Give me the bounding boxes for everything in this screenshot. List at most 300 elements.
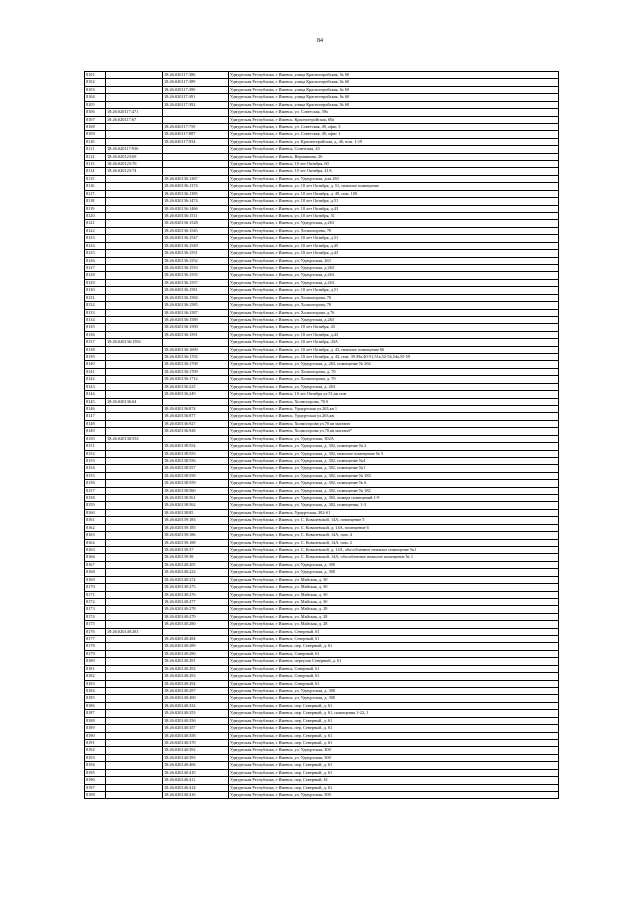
land-cadastral-number-cell <box>106 79 163 86</box>
row-number-cell: 8195 <box>85 769 106 776</box>
address-cell: Удмуртская Республика, г Ижевск, пер. Северный, д. 61 <box>229 702 559 709</box>
row-number-cell: 8139 <box>85 354 106 361</box>
table-row <box>85 621 559 628</box>
row-number-cell: 8150 <box>85 435 106 442</box>
table-row <box>85 413 559 420</box>
building-cadastral-number-cell: 18:26:020136:1474 <box>163 198 229 205</box>
address-cell: Удмуртская Республика, г Ижевск, ул. Холмогорова, д.76 <box>229 309 559 316</box>
row-number-cell: 8177 <box>85 636 106 643</box>
building-cadastral-number-cell: 18:26:020140:411 <box>163 777 229 784</box>
building-cadastral-number-cell: 18:26:020136:874 <box>163 405 229 412</box>
address-cell: Удмуртская Республика, г Ижевск, ул. Удмуртская, д. 300 <box>229 561 559 568</box>
building-cadastral-number-cell: 18:26:020140:300 <box>163 695 229 702</box>
table-row <box>85 339 559 346</box>
table-row <box>85 257 559 264</box>
building-cadastral-number-cell: 18:26:020140:276 <box>163 591 229 598</box>
building-cadastral-number-cell: 18:26:020140:284 <box>163 636 229 643</box>
land-cadastral-number-cell <box>106 346 163 353</box>
row-number-cell: 8149 <box>85 428 106 435</box>
address-cell: Удмуртская Республика, г Ижевск, ул. Удмуртская, д. 302, помещение №1 <box>229 465 559 472</box>
table-row <box>85 517 559 524</box>
land-cadastral-number-cell <box>106 413 163 420</box>
table-row <box>85 242 559 249</box>
row-number-cell: 8175 <box>85 621 106 628</box>
building-cadastral-number-cell: 18:26:020136:1555 <box>163 272 229 279</box>
table-row <box>85 791 559 798</box>
building-cadastral-number-cell: 18:26:020117:390 <box>163 86 229 93</box>
building-cadastral-number-cell: 18:26:020140:279 <box>163 613 229 620</box>
table-row <box>85 72 559 79</box>
table-row <box>85 754 559 761</box>
row-number-cell: 8115 <box>85 175 106 182</box>
land-cadastral-number-cell: 18:26:020117:471 <box>106 109 163 116</box>
building-cadastral-number-cell: 18:26:020136:1367 <box>163 175 229 182</box>
address-cell: Удмуртская Республика, г Ижевск, ул. Удмуртская, д. 263, помещение № 264 <box>229 361 559 368</box>
row-number-cell: 8179 <box>85 650 106 657</box>
land-cadastral-number-cell <box>106 391 163 398</box>
table-row <box>85 324 559 331</box>
building-cadastral-number-cell: 18:26:020140:205 <box>163 561 229 568</box>
table-row <box>85 138 559 145</box>
table-row <box>85 161 559 168</box>
address-cell: Удмуртская Республика, г Ижевск, ул. Удмуртская, 300 <box>229 791 559 798</box>
address-cell: Удмуртская Республика, г Ижевск, ул. Холмогорова, 70 <box>229 227 559 234</box>
land-cadastral-number-cell <box>106 732 163 739</box>
land-cadastral-number-cell <box>106 242 163 249</box>
land-cadastral-number-cell <box>106 769 163 776</box>
table-row <box>85 569 559 576</box>
row-number-cell: 8103 <box>85 86 106 93</box>
address-cell: Удмуртская Республика, г Ижевск, 10 лет Октября, 41А <box>229 168 559 175</box>
row-number-cell: 8182 <box>85 673 106 680</box>
table-row <box>85 547 559 554</box>
address-cell: Удмуртская Республика, г Ижевск, ул. Советская, 49, офис 3 <box>229 123 559 130</box>
land-cadastral-number-cell <box>106 643 163 650</box>
land-cadastral-number-cell <box>106 86 163 93</box>
table-row <box>85 235 559 242</box>
row-number-cell: 8163 <box>85 532 106 539</box>
table-row <box>85 680 559 687</box>
land-cadastral-number-cell <box>106 190 163 197</box>
building-cadastral-number-cell: 18:26:020140:278 <box>163 606 229 613</box>
table-row <box>85 368 559 375</box>
address-cell: Удмуртская Республика, г Ижевск, ул. Майская, д. 30 <box>229 591 559 598</box>
table-row <box>85 376 559 383</box>
row-number-cell: 8135 <box>85 324 106 331</box>
table-row <box>85 391 559 398</box>
land-cadastral-number-cell <box>106 123 163 130</box>
building-cadastral-number-cell: 18:26:020140:358 <box>163 732 229 739</box>
land-cadastral-number-cell <box>106 680 163 687</box>
building-cadastral-number-cell: 18:26:020138:558 <box>163 472 229 479</box>
building-cadastral-number-cell: 18:26:020117:392 <box>163 101 229 108</box>
building-cadastral-number-cell: 18:26:020140:297 <box>163 688 229 695</box>
address-cell: Удмуртская Республика, г Ижевск, ул. Удмуртская, д. 302, помещение № 2 <box>229 443 559 450</box>
address-cell: Удмуртская Республика, г Ижевск, улица Красногеройская, № 60 <box>229 79 559 86</box>
land-cadastral-number-cell <box>106 250 163 257</box>
address-cell: Удмуртская Республика, г Ижевск, Северный, 61 <box>229 636 559 643</box>
land-cadastral-number-cell <box>106 101 163 108</box>
table-row <box>85 584 559 591</box>
building-cadastral-number-cell <box>163 161 229 168</box>
row-number-cell: 8193 <box>85 754 106 761</box>
address-cell: Удмуртская Республика, г Ижевск, пер. Северный, д. 61 <box>229 739 559 746</box>
land-cadastral-number-cell <box>106 695 163 702</box>
row-number-cell: 8114 <box>85 168 106 175</box>
table-row <box>85 739 559 746</box>
building-cadastral-number-cell: 18:26:020140:393 <box>163 754 229 761</box>
table-row <box>85 220 559 227</box>
row-number-cell: 8192 <box>85 747 106 754</box>
building-cadastral-number-cell: 18:26:020138:559 <box>163 480 229 487</box>
address-cell: Удмуртская Республика, г Ижевск, ул. Удмуртская, 300 <box>229 747 559 754</box>
land-cadastral-number-cell <box>106 539 163 546</box>
land-cadastral-number-cell <box>106 702 163 709</box>
address-cell: Удмуртская Республика, г Ижевск, ул. Удмуртская, д. 302, нежилое помещение № 5 <box>229 450 559 457</box>
land-cadastral-number-cell: 18:26:020117:936 <box>106 146 163 153</box>
row-number-cell: 8126 <box>85 257 106 264</box>
building-cadastral-number-cell: 18:26:020140:291 <box>163 658 229 665</box>
land-cadastral-number-cell: 18:26:020140:281 <box>106 628 163 635</box>
address-cell: Удмуртская Республика, г Ижевск, ул. С. Ковалевской, 14А, пом. 4 <box>229 532 559 539</box>
row-number-cell: 8194 <box>85 762 106 769</box>
building-cadastral-number-cell: 18:26:020136:223 <box>163 383 229 390</box>
building-cadastral-number-cell: 18:26:020117:934 <box>163 138 229 145</box>
table-row <box>85 279 559 286</box>
table-row <box>85 450 559 457</box>
address-cell: Удмуртская Республика, г Ижевск, Удмуртская, 302-б1 <box>229 509 559 516</box>
address-cell: Удмуртская Республика, г Ижевск, ул. Удмуртская, д. 302, помещение №4 <box>229 457 559 464</box>
building-cadastral-number-cell: 18:26:020136:1591 <box>163 331 229 338</box>
row-number-cell: 8110 <box>85 138 106 145</box>
table-row <box>85 94 559 101</box>
table-row <box>85 613 559 620</box>
land-cadastral-number-cell <box>106 725 163 732</box>
land-cadastral-number-cell <box>106 257 163 264</box>
table-row <box>85 606 559 613</box>
table-row <box>85 628 559 635</box>
table-row <box>85 732 559 739</box>
row-number-cell: 8107 <box>85 116 106 123</box>
row-number-cell: 8121 <box>85 220 106 227</box>
row-number-cell: 8157 <box>85 487 106 494</box>
land-cadastral-number-cell <box>106 710 163 717</box>
table-row <box>85 331 559 338</box>
table-row <box>85 428 559 435</box>
address-cell: Удмуртская Республика, г Ижевск, Холмогорова ул.70 кв магазин <box>229 420 559 427</box>
building-cadastral-number-cell: 18:26:020140:277 <box>163 598 229 605</box>
address-cell: Удмуртская Республика, г Ижевск, улица Красногеройская, № 60 <box>229 86 559 93</box>
row-number-cell: 8112 <box>85 153 106 160</box>
address-cell: Удмуртская Республика, г Ижевск, ул. Майская, д. 30 <box>229 576 559 583</box>
table-row <box>85 435 559 442</box>
row-number-cell: 8171 <box>85 591 106 598</box>
table-row <box>85 79 559 86</box>
address-cell: Удмуртская Республика, г Ижевск, Северный, 61 <box>229 665 559 672</box>
land-cadastral-number-cell: 18:26:020136:1592 <box>106 339 163 346</box>
land-cadastral-number-cell <box>106 450 163 457</box>
address-cell: Удмуртская Республика, г Ижевск, ул. Удмуртская, д.263 <box>229 272 559 279</box>
table-row <box>85 153 559 160</box>
building-cadastral-number-cell: 18:26:020136:1511 <box>163 213 229 220</box>
building-cadastral-number-cell: 18:26:020139:38 <box>163 554 229 561</box>
building-cadastral-number-cell: 18:26:020136:1557 <box>163 279 229 286</box>
land-cadastral-number-cell <box>106 762 163 769</box>
table-row <box>85 554 559 561</box>
address-cell: Удмуртская Республика, г Ижевск, ул. Удмуртская, д. 300 <box>229 688 559 695</box>
building-cadastral-number-cell: 18:26:020136:1553 <box>163 264 229 271</box>
address-cell: Удмуртская Республика, г Ижевск, ул. Удмуртская, д.263 <box>229 264 559 271</box>
table-row <box>85 361 559 368</box>
row-number-cell: 8166 <box>85 554 106 561</box>
row-number-cell: 8161 <box>85 517 106 524</box>
land-cadastral-number-cell <box>106 636 163 643</box>
row-number-cell: 8144 <box>85 391 106 398</box>
building-cadastral-number-cell: 18:26:020139:188 <box>163 539 229 546</box>
land-cadastral-number-cell <box>106 316 163 323</box>
address-cell: Удмуртская Республика, г Ижевск, пер. Северный, д. 61, помещения 1-22, 1 <box>229 710 559 717</box>
row-number-cell: 8197 <box>85 784 106 791</box>
building-cadastral-number-cell: 18:26:020136:1702 <box>163 354 229 361</box>
land-cadastral-number-cell <box>106 747 163 754</box>
land-cadastral-number-cell <box>106 131 163 138</box>
row-number-cell: 8129 <box>85 279 106 286</box>
building-cadastral-number-cell: 18:26:020140:406 <box>163 762 229 769</box>
address-cell: Удмуртская Республика, г Ижевск, ул. Удмуртская, д. 302, помещения, 1-3 <box>229 502 559 509</box>
address-cell: Удмуртская Республика, г Ижевск, улица Красногеройская, № 60 <box>229 101 559 108</box>
table-row <box>85 502 559 509</box>
address-cell: Удмуртская Республика, г Ижевск, 10 лет Октября, 60 <box>229 161 559 168</box>
row-number-cell: 8172 <box>85 598 106 605</box>
building-cadastral-number-cell: 18:26:020136:1547 <box>163 235 229 242</box>
land-cadastral-number-cell <box>106 220 163 227</box>
building-cadastral-number-cell: 18:26:020140:290 <box>163 650 229 657</box>
table-row <box>85 316 559 323</box>
address-cell: Удмуртская Республика, г Ижевск, ул. С. Ковалевской, 14А, помещение 5 <box>229 517 559 524</box>
table-row <box>85 762 559 769</box>
land-cadastral-number-cell <box>106 227 163 234</box>
land-cadastral-number-cell <box>106 94 163 101</box>
land-cadastral-number-cell <box>106 457 163 464</box>
row-number-cell: 8167 <box>85 561 106 568</box>
address-cell: Удмуртская Республика, г Ижевск, ул. 10 лет Октября, 43 <box>229 324 559 331</box>
land-cadastral-number-cell <box>106 287 163 294</box>
land-cadastral-number-cell <box>106 502 163 509</box>
row-number-cell: 8148 <box>85 420 106 427</box>
land-cadastral-number-cell <box>106 487 163 494</box>
land-cadastral-number-cell <box>106 472 163 479</box>
address-cell: Удмуртская Республика, г Ижевск, ул. 10 лет Октября, д.51 <box>229 235 559 242</box>
address-cell: Удмуртская Республика, г Ижевск, Удмуртская ул.263,кв. <box>229 413 559 420</box>
table-row <box>85 487 559 494</box>
address-cell: Удмуртская Республика, г Ижевск, ул. Майская, д. 28 <box>229 613 559 620</box>
building-cadastral-number-cell: 18:26:020136:1551 <box>163 250 229 257</box>
land-cadastral-number-cell <box>106 554 163 561</box>
land-cadastral-number-cell: 18:26:020123:74 <box>106 168 163 175</box>
address-cell: Удмуртская Республика, г Ижевск, пер. Северный, д. 61 <box>229 717 559 724</box>
row-number-cell: 8191 <box>85 739 106 746</box>
land-cadastral-number-cell <box>106 198 163 205</box>
building-cadastral-number-cell: 18:26:020140:274 <box>163 576 229 583</box>
address-cell: Удмуртская Республика, г Ижевск, Северный, 61 <box>229 673 559 680</box>
land-cadastral-number-cell <box>106 183 163 190</box>
building-cadastral-number-cell: 18:26:020138:561 <box>163 495 229 502</box>
building-cadastral-number-cell: 18:26:020140:370 <box>163 739 229 746</box>
land-cadastral-number-cell <box>106 613 163 620</box>
row-number-cell: 8176 <box>85 628 106 635</box>
row-number-cell: 8159 <box>85 502 106 509</box>
building-cadastral-number-cell: 18:26:020136:1709 <box>163 368 229 375</box>
address-cell: Удмуртская Республика, г Ижевск, ул. Советская, 49, офис 1 <box>229 131 559 138</box>
row-number-cell: 8178 <box>85 643 106 650</box>
building-cadastral-number-cell: 18:26:020136:1545 <box>163 227 229 234</box>
address-cell: Удмуртская Республика, г Ижевск, ул. 10 лет Октября, д. 49, пом. 100 <box>229 190 559 197</box>
land-cadastral-number-cell <box>106 331 163 338</box>
building-cadastral-number-cell: 18:26:020140:294 <box>163 680 229 687</box>
building-cadastral-number-cell: 18:26:020140:356 <box>163 717 229 724</box>
building-cadastral-number-cell: 18:26:020140:414 <box>163 784 229 791</box>
building-cadastral-number-cell: 18:26:020140:416 <box>163 791 229 798</box>
table-row <box>85 688 559 695</box>
table-row <box>85 495 559 502</box>
table-row <box>85 183 559 190</box>
land-cadastral-number-cell <box>106 368 163 375</box>
row-number-cell: 8122 <box>85 227 106 234</box>
table-row <box>85 539 559 546</box>
land-cadastral-number-cell <box>106 754 163 761</box>
building-cadastral-number-cell: 18:26:020136:249 <box>163 391 229 398</box>
table-row <box>85 725 559 732</box>
building-cadastral-number-cell: 18:26:020140:275 <box>163 584 229 591</box>
address-cell: Удмуртская Республика, г Ижевск, ул. С. Ковалевской, д. 14А, обособленное нежилое помещение №1 <box>229 547 559 554</box>
row-number-cell: 8106 <box>85 109 106 116</box>
row-number-cell: 8101 <box>85 72 106 79</box>
row-number-cell: 8128 <box>85 272 106 279</box>
building-cadastral-number-cell: 18:26:020136:928 <box>163 428 229 435</box>
row-number-cell: 8113 <box>85 161 106 168</box>
row-number-cell: 8109 <box>85 131 106 138</box>
row-number-cell: 8155 <box>85 472 106 479</box>
row-number-cell: 8133 <box>85 309 106 316</box>
row-number-cell: 8118 <box>85 198 106 205</box>
table-row <box>85 777 559 784</box>
building-cadastral-number-cell: 18:26:020136:1581 <box>163 287 229 294</box>
land-cadastral-number-cell <box>106 383 163 390</box>
building-cadastral-number-cell: 18:26:020117:391 <box>163 94 229 101</box>
table-row <box>85 636 559 643</box>
table-row <box>85 346 559 353</box>
table-row <box>85 101 559 108</box>
row-number-cell: 8198 <box>85 791 106 798</box>
building-cadastral-number-cell: 18:26:020136:1552 <box>163 257 229 264</box>
address-cell: Удмуртская Республика, г Ижевск, ул. Удмуртская, д. 302, помещение № 182 <box>229 487 559 494</box>
address-cell: Удмуртская Республика, г Ижевск, ул. С. Ковалевской, 14А, пом. 2 <box>229 539 559 546</box>
building-cadastral-number-cell: 18:26:020117:386 <box>163 72 229 79</box>
row-number-cell: 8165 <box>85 547 106 554</box>
row-number-cell: 8132 <box>85 302 106 309</box>
row-number-cell: 8124 <box>85 242 106 249</box>
building-cadastral-number-cell: 18:26:020138:557 <box>163 465 229 472</box>
land-cadastral-number-cell <box>106 584 163 591</box>
table-row <box>85 168 559 175</box>
land-cadastral-number-cell <box>106 405 163 412</box>
address-cell: Удмуртская Республика, г Ижевск, ул. Удмуртская, дом 263 <box>229 175 559 182</box>
address-cell: Удмуртская Республика, г Ижевск, ул. Советская, 39а <box>229 109 559 116</box>
land-cadastral-number-cell <box>106 598 163 605</box>
row-number-cell: 8102 <box>85 79 106 86</box>
address-cell: Удмуртская Республика, г Ижевск, улица Красногеройская, № 60 <box>229 72 559 79</box>
address-cell: Удмуртская Республика, г Ижевск, пер. Северный, д. 61 <box>229 732 559 739</box>
building-cadastral-number-cell: 18:26:020140:223 <box>163 569 229 576</box>
address-cell: Удмуртская Республика, г Ижевск, ул. Удмуртская, 302А <box>229 435 559 442</box>
row-number-cell: 8136 <box>85 331 106 338</box>
building-cadastral-number-cell <box>163 435 229 442</box>
address-cell: Удмуртская Республика, г Ижевск, ул. Удмуртская, д.263 <box>229 220 559 227</box>
row-number-cell: 8137 <box>85 339 106 346</box>
building-cadastral-number-cell: 18:26:020138:555 <box>163 450 229 457</box>
row-number-cell: 8170 <box>85 584 106 591</box>
land-cadastral-number-cell <box>106 591 163 598</box>
table-row <box>85 383 559 390</box>
land-cadastral-number-cell <box>106 784 163 791</box>
table-row <box>85 769 559 776</box>
row-number-cell: 8116 <box>85 183 106 190</box>
row-number-cell: 8168 <box>85 569 106 576</box>
building-cadastral-number-cell: 18:26:020136:1466 <box>163 205 229 212</box>
land-cadastral-number-cell <box>106 495 163 502</box>
table-row <box>85 250 559 257</box>
address-cell: Удмуртская Республика, г Ижевск, ул. Красногеройская, д. 46, пом. 1-19 <box>229 138 559 145</box>
land-cadastral-number-cell <box>106 465 163 472</box>
land-cadastral-number-cell <box>106 524 163 531</box>
address-cell: Удмуртская Республика, г Ижевск, ул. Майская, д. 30 <box>229 584 559 591</box>
land-cadastral-number-cell <box>106 688 163 695</box>
land-cadastral-number-cell <box>106 739 163 746</box>
address-cell: Удмуртская Республика, г Ижевск, ул. 10 лет Октября, 51 <box>229 213 559 220</box>
building-cadastral-number-cell: 18:26:020136:1590 <box>163 324 229 331</box>
table-row <box>85 294 559 301</box>
building-cadastral-number-cell: 18:26:020140:392 <box>163 747 229 754</box>
address-cell: Удмуртская Республика, г Ижевск, пер. Северный, д. 61 <box>229 769 559 776</box>
table-row <box>85 264 559 271</box>
building-cadastral-number-cell: 18:26:020140:293 <box>163 673 229 680</box>
building-cadastral-number-cell: 18:26:020140:280 <box>163 621 229 628</box>
land-cadastral-number-cell <box>106 673 163 680</box>
row-number-cell: 8117 <box>85 190 106 197</box>
row-number-cell: 8169 <box>85 576 106 583</box>
land-cadastral-number-cell <box>106 717 163 724</box>
table-row <box>85 123 559 130</box>
building-cadastral-number-cell: 18:26:020117:389 <box>163 79 229 86</box>
building-cadastral-number-cell: 18:26:020136:1589 <box>163 316 229 323</box>
building-cadastral-number-cell: 18:26:020117:759 <box>163 123 229 130</box>
address-cell: Удмуртская Республика, г Ижевск, ул. Удмуртская, д. 302, номера помещений 1-9 <box>229 495 559 502</box>
table-row <box>85 598 559 605</box>
row-number-cell: 8180 <box>85 658 106 665</box>
address-cell: Удмуртская Республика, г Ижевск, ул. Удмуртская, д. 302, помещение № 183 <box>229 472 559 479</box>
land-cadastral-number-cell <box>106 354 163 361</box>
building-cadastral-number-cell: 18:26:020138:556 <box>163 457 229 464</box>
building-cadastral-number-cell: 18:26:020117:887 <box>163 131 229 138</box>
row-number-cell: 8185 <box>85 695 106 702</box>
building-cadastral-number-cell <box>163 153 229 160</box>
address-cell: Удмуртская Республика, г Ижевск, ул. 10 лет Октября, д. 51, нежилое помещение <box>229 183 559 190</box>
land-cadastral-number-cell: 18:26:020123:70 <box>106 161 163 168</box>
table-row <box>85 576 559 583</box>
address-cell: Удмуртская Республика, г Ижевск, ул. 10 лет Октября, д.51 <box>229 287 559 294</box>
building-cadastral-number-cell <box>163 116 229 123</box>
row-number-cell: 8140 <box>85 361 106 368</box>
